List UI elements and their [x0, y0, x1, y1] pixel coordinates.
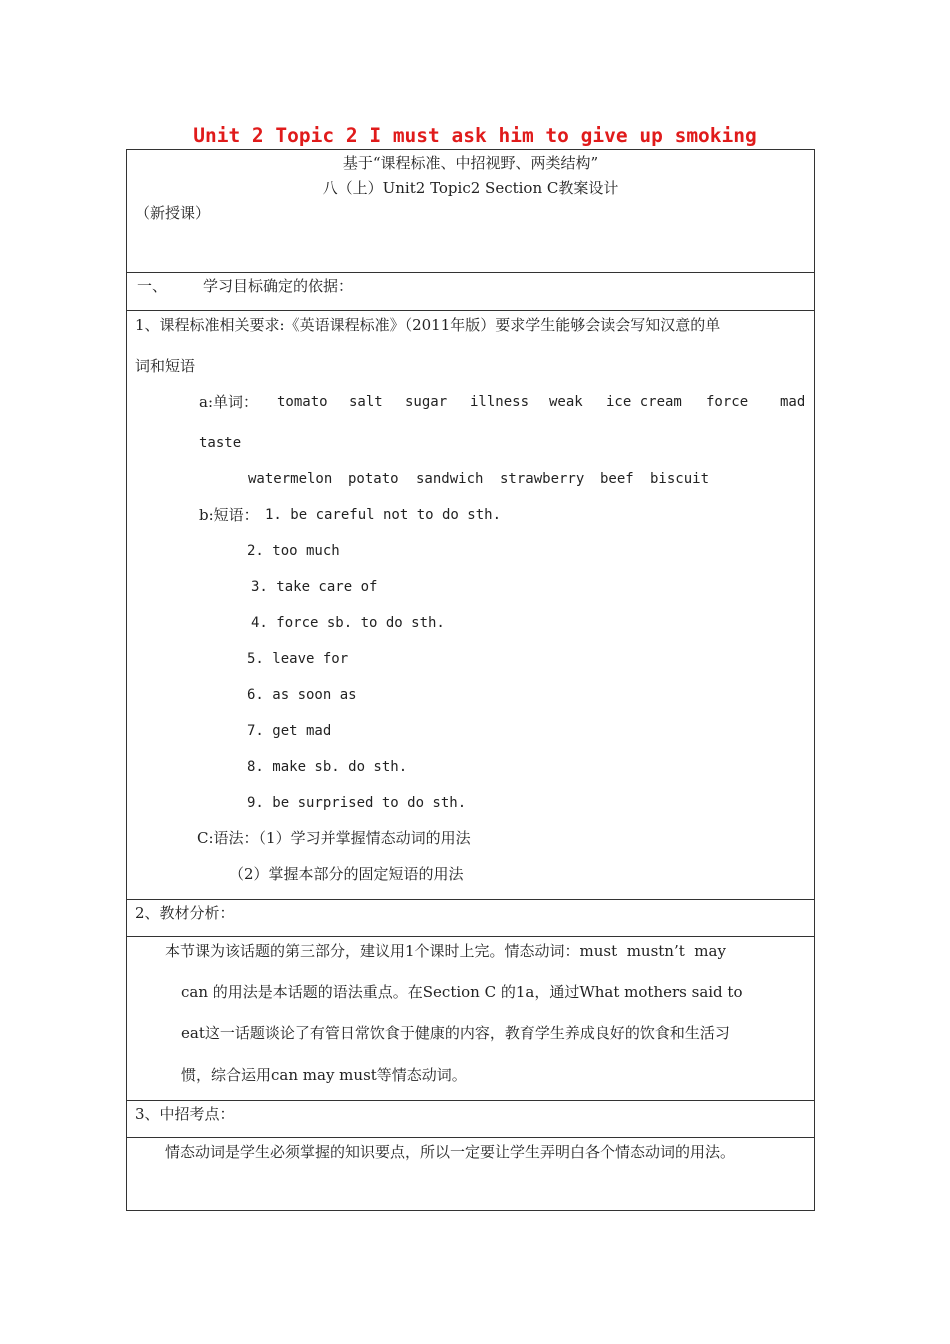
row-divider [127, 1100, 814, 1101]
row-divider [127, 310, 814, 311]
vocab-word: sugar [405, 394, 448, 410]
phrase-item: 9. be surprised to do sth. [247, 795, 467, 811]
analysis-line-3: eat这一话题谈论了有管日常饮食于健康的内容，教育学生养成良好的饮食和生活习 [181, 1024, 730, 1042]
vocab-word: illness [470, 394, 530, 410]
vocab-word: watermelon [248, 471, 333, 487]
vocab-word: potato [348, 471, 399, 487]
vocab-word: biscuit [650, 471, 710, 487]
standards-line-2: 词和短语 [135, 357, 196, 375]
phrase-item: 1. be careful not to do sth. [265, 507, 502, 523]
vocab-word: strawberry [500, 471, 585, 487]
vocab-word: beef [600, 471, 634, 487]
header-line-1: 基于“课程标准、中招视野、两类结构” [342, 154, 599, 172]
row-divider [127, 272, 814, 273]
vocab-word: sandwich [416, 471, 484, 487]
vocab-word: tomato [277, 394, 328, 410]
header-line-3: （新授课） [135, 204, 211, 222]
exam-text: 情态动词是学生必须掌握的知识要点，所以一定要让学生弄明白各个情态动词的用法。 [165, 1143, 736, 1161]
header-line-2: 八（上）Unit2 Topic2 Section C教案设计 [322, 179, 619, 197]
vocab-word: salt [349, 394, 383, 410]
analysis-line-4: 惯，综合运用can may must等情态动词。 [181, 1066, 467, 1084]
phrase-item: 4. force sb. to do sth. [251, 615, 445, 631]
section1-text: 学习目标确定的依据： [203, 277, 354, 295]
vocab-word: ice cream [606, 394, 682, 410]
standards-line-1: 1、课程标准相关要求:《英语课程标准》（2011年版）要求学生能够会读会写知汉意的单 [135, 316, 721, 334]
phrase-item: 3. take care of [251, 579, 378, 595]
section1-label: 一、 [137, 277, 168, 295]
row-divider [127, 936, 814, 937]
vocab-word: taste [199, 435, 242, 451]
row-divider [127, 1137, 814, 1138]
vocab-word: force [706, 394, 749, 410]
phrases-label: b:短语： [199, 506, 259, 524]
analysis-heading: 2、教材分析： [135, 904, 235, 922]
phrase-item: 7. get mad [247, 723, 332, 739]
analysis-line-2: can 的用法是本话题的语法重点。在Section C 的1a，通过What mothers said to [181, 983, 743, 1001]
vocab-word: mad [780, 394, 806, 410]
words-label: a:单词： [199, 393, 258, 411]
grammar-line-1: C:语法：（1）学习并掌握情态动词的用法 [197, 829, 471, 847]
grammar-line-2: （2）掌握本部分的固定短语的用法 [229, 865, 464, 883]
analysis-line-1: 本节课为该话题的第三部分，建议用1个课时上完。情态动词：must mustn’t may [165, 942, 726, 960]
phrase-item: 8. make sb. do sth. [247, 759, 408, 775]
exam-heading: 3、中招考点： [135, 1105, 235, 1123]
phrase-item: 5. leave for [247, 651, 349, 667]
vocab-word: weak [549, 394, 583, 410]
document-title: Unit 2 Topic 2 I must ask him to give up smoking [193, 124, 757, 147]
phrase-item: 2. too much [247, 543, 340, 559]
lesson-plan-table [126, 149, 815, 1211]
phrase-item: 6. as soon as [247, 687, 357, 703]
row-divider [127, 899, 814, 900]
